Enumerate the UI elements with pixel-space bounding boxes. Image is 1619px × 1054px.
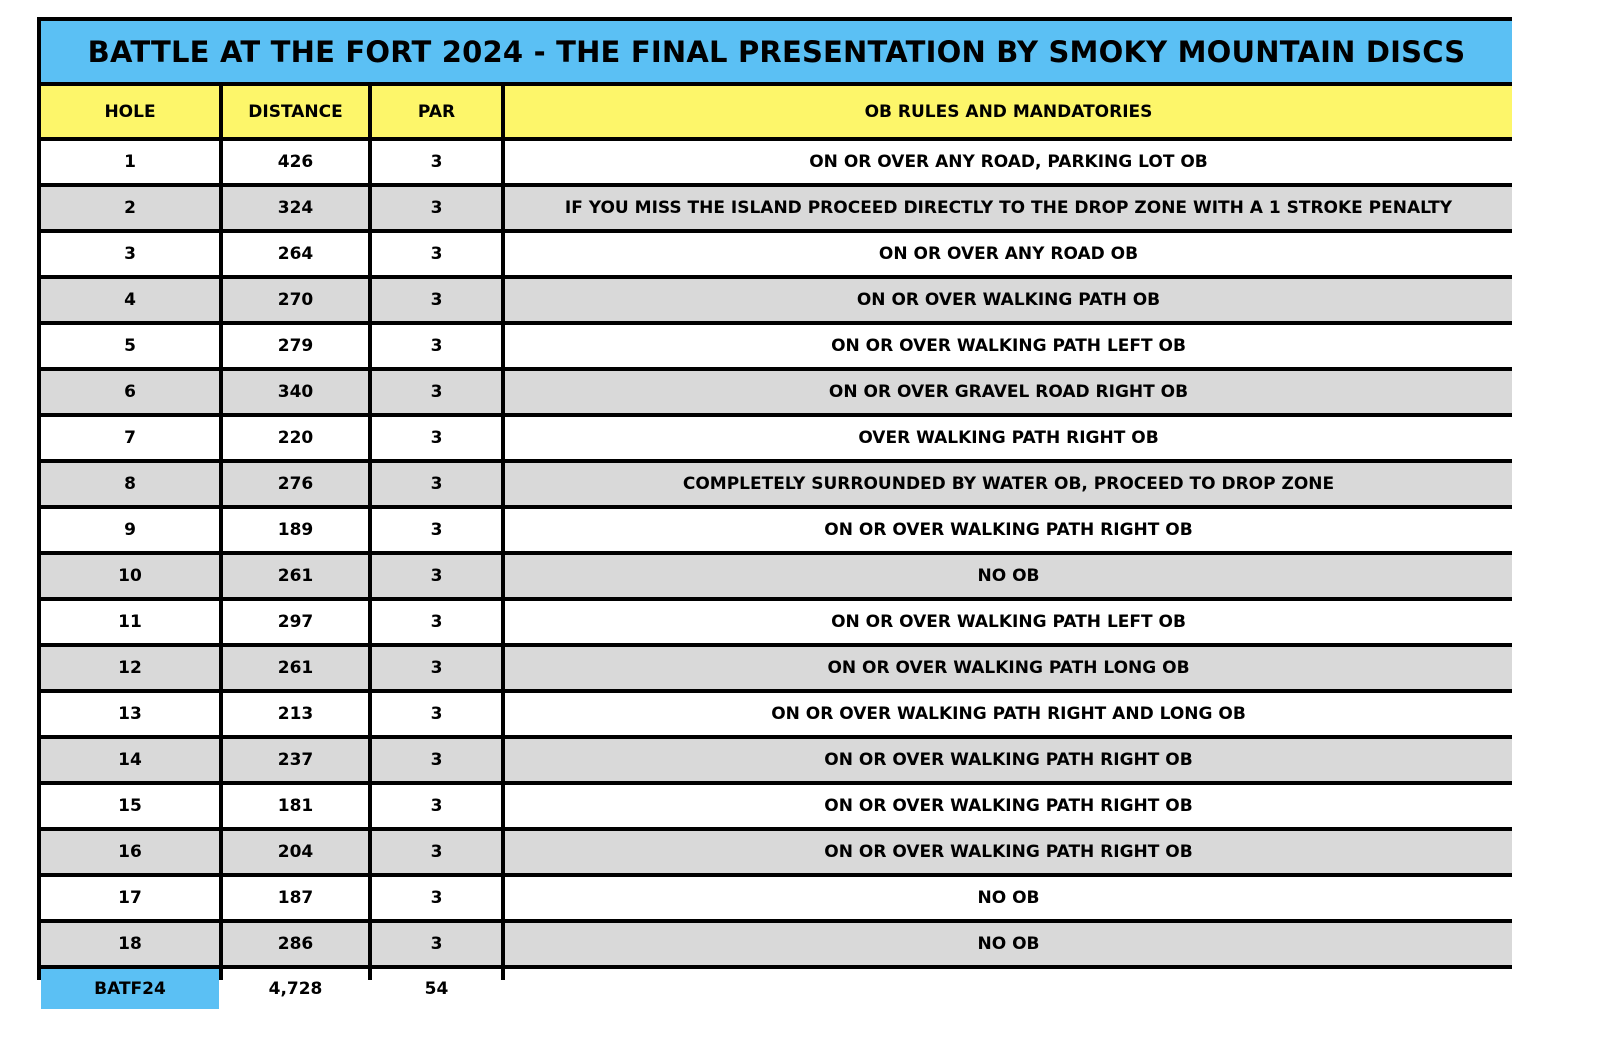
ob-rules-cell: ON OR OVER WALKING PATH RIGHT OB bbox=[505, 785, 1512, 827]
ob-rules-cell: ON OR OVER WALKING PATH OB bbox=[505, 279, 1512, 321]
ob-rules-cell: ON OR OVER WALKING PATH RIGHT AND LONG OB bbox=[505, 693, 1512, 735]
hole-cell: 3 bbox=[41, 233, 219, 275]
par-cell: 3 bbox=[372, 417, 501, 459]
header-par: PAR bbox=[372, 86, 501, 137]
table-title: BATTLE AT THE FORT 2024 - THE FINAL PRESENTATION BY SMOKY MOUNTAIN DISCS bbox=[41, 21, 1512, 82]
ob-rules-cell: COMPLETELY SURROUNDED BY WATER OB, PROCEED TO DROP ZONE bbox=[505, 463, 1512, 505]
par-cell: 3 bbox=[372, 647, 501, 689]
distance-cell: 187 bbox=[223, 877, 368, 919]
ob-rules-cell: ON OR OVER WALKING PATH LONG OB bbox=[505, 647, 1512, 689]
hole-cell: 11 bbox=[41, 601, 219, 643]
ob-rules-cell: ON OR OVER GRAVEL ROAD RIGHT OB bbox=[505, 371, 1512, 413]
par-cell: 3 bbox=[372, 739, 501, 781]
hole-cell: 17 bbox=[41, 877, 219, 919]
ob-rules-cell: ON OR OVER WALKING PATH LEFT OB bbox=[505, 601, 1512, 643]
total-label-cell: BATF24 bbox=[41, 969, 219, 1009]
par-cell: 3 bbox=[372, 831, 501, 873]
distance-cell: 276 bbox=[223, 463, 368, 505]
par-cell: 3 bbox=[372, 509, 501, 551]
ob-rules-cell: OVER WALKING PATH RIGHT OB bbox=[505, 417, 1512, 459]
ob-rules-cell: ON OR OVER WALKING PATH LEFT OB bbox=[505, 325, 1512, 367]
hole-cell: 14 bbox=[41, 739, 219, 781]
hole-cell: 10 bbox=[41, 555, 219, 597]
header-hole: HOLE bbox=[41, 86, 219, 137]
ob-rules-cell: ON OR OVER ANY ROAD, PARKING LOT OB bbox=[505, 141, 1512, 183]
ob-rules-cell: NO OB bbox=[505, 923, 1512, 965]
ob-rules-cell: ON OR OVER WALKING PATH RIGHT OB bbox=[505, 739, 1512, 781]
distance-cell: 181 bbox=[223, 785, 368, 827]
hole-cell: 13 bbox=[41, 693, 219, 735]
distance-cell: 297 bbox=[223, 601, 368, 643]
hole-cell: 5 bbox=[41, 325, 219, 367]
hole-cell: 16 bbox=[41, 831, 219, 873]
hole-cell: 4 bbox=[41, 279, 219, 321]
par-cell: 3 bbox=[372, 141, 501, 183]
par-cell: 3 bbox=[372, 785, 501, 827]
distance-cell: 270 bbox=[223, 279, 368, 321]
distance-cell: 286 bbox=[223, 923, 368, 965]
ob-rules-cell: ON OR OVER WALKING PATH RIGHT OB bbox=[505, 831, 1512, 873]
hole-cell: 9 bbox=[41, 509, 219, 551]
distance-cell: 264 bbox=[223, 233, 368, 275]
distance-cell: 261 bbox=[223, 647, 368, 689]
distance-cell: 340 bbox=[223, 371, 368, 413]
par-cell: 3 bbox=[372, 693, 501, 735]
ob-rules-cell: ON OR OVER ANY ROAD OB bbox=[505, 233, 1512, 275]
hole-cell: 8 bbox=[41, 463, 219, 505]
ob-rules-cell: IF YOU MISS THE ISLAND PROCEED DIRECTLY TO THE DROP ZONE WITH A 1 STROKE PENALTY bbox=[505, 187, 1512, 229]
par-cell: 3 bbox=[372, 463, 501, 505]
hole-cell: 6 bbox=[41, 371, 219, 413]
hole-cell: 2 bbox=[41, 187, 219, 229]
distance-cell: 204 bbox=[223, 831, 368, 873]
distance-cell: 324 bbox=[223, 187, 368, 229]
total-distance-cell: 4,728 bbox=[223, 969, 368, 1009]
distance-cell: 220 bbox=[223, 417, 368, 459]
distance-cell: 237 bbox=[223, 739, 368, 781]
par-cell: 3 bbox=[372, 325, 501, 367]
total-par-cell: 54 bbox=[372, 969, 501, 1009]
hole-cell: 18 bbox=[41, 923, 219, 965]
hole-cell: 15 bbox=[41, 785, 219, 827]
distance-cell: 261 bbox=[223, 555, 368, 597]
ob-rules-cell: NO OB bbox=[505, 877, 1512, 919]
par-cell: 3 bbox=[372, 233, 501, 275]
distance-cell: 213 bbox=[223, 693, 368, 735]
header-distance: DISTANCE bbox=[223, 86, 368, 137]
ob-rules-cell: NO OB bbox=[505, 555, 1512, 597]
header-ob-rules: OB RULES AND MANDATORIES bbox=[505, 86, 1512, 137]
hole-cell: 7 bbox=[41, 417, 219, 459]
par-cell: 3 bbox=[372, 555, 501, 597]
total-rules-cell bbox=[505, 969, 1512, 1009]
par-cell: 3 bbox=[372, 601, 501, 643]
hole-cell: 1 bbox=[41, 141, 219, 183]
par-cell: 3 bbox=[372, 279, 501, 321]
par-cell: 3 bbox=[372, 371, 501, 413]
par-cell: 3 bbox=[372, 923, 501, 965]
distance-cell: 189 bbox=[223, 509, 368, 551]
ob-rules-cell: ON OR OVER WALKING PATH RIGHT OB bbox=[505, 509, 1512, 551]
par-cell: 3 bbox=[372, 877, 501, 919]
hole-cell: 12 bbox=[41, 647, 219, 689]
distance-cell: 426 bbox=[223, 141, 368, 183]
par-cell: 3 bbox=[372, 187, 501, 229]
distance-cell: 279 bbox=[223, 325, 368, 367]
course-table bbox=[37, 17, 1512, 999]
